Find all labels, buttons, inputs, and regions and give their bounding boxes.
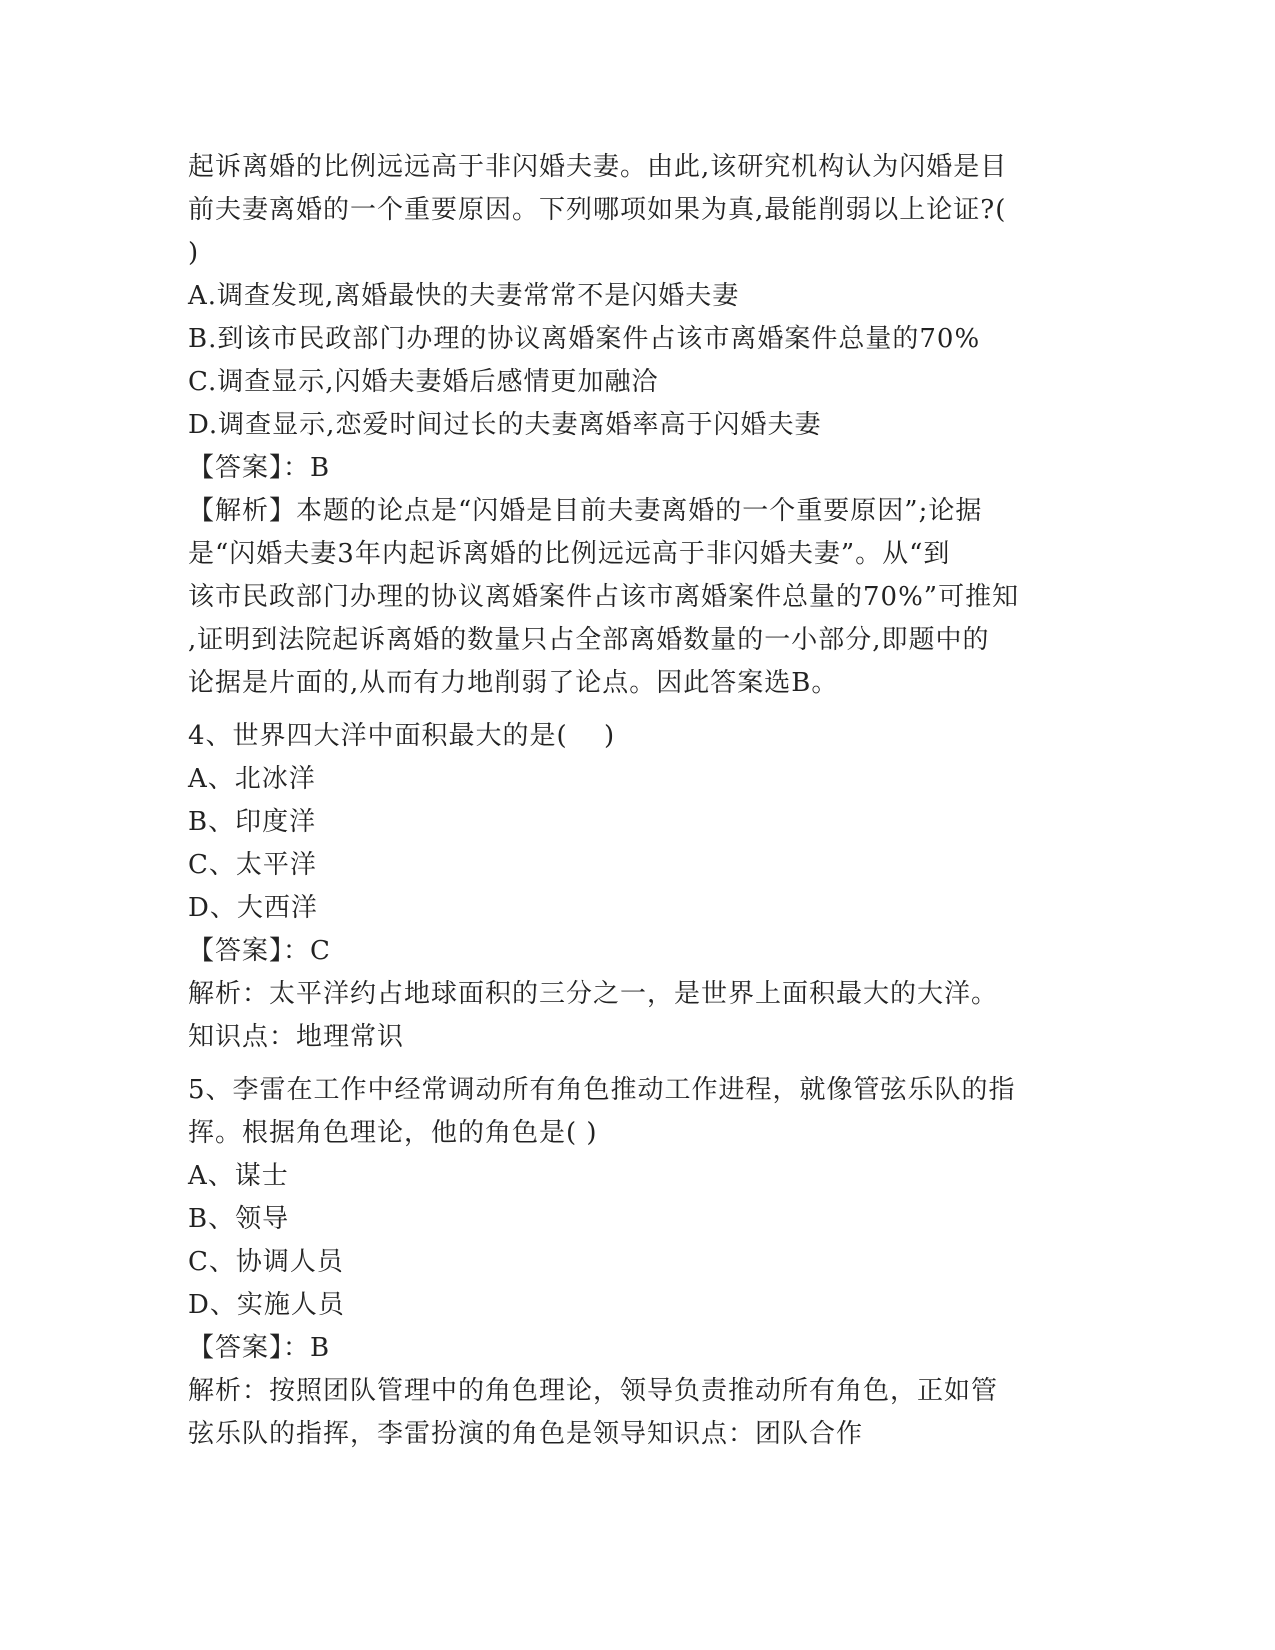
analysis-line: 该市民政部门办理的协议离婚案件占该市离婚案件总量的70%”可推知 [188,582,1020,612]
option-b: B、印度洋 [188,807,317,837]
option-a: A、谋士 [188,1161,289,1191]
question-stem-line: ) [188,238,200,268]
question-stem-line: 起诉离婚的比例远远高于非闪婚夫妻。由此,该研究机构认为闪婚是目 [188,152,1008,182]
analysis-line: ,证明到法院起诉离婚的数量只占全部离婚数量的一小部分,即题中的 [188,625,990,655]
question-4 [188,715,1088,1059]
question-stem-line: 4、世界四大洋中面积最大的是( ) [188,721,616,751]
document-page [188,146,1088,1456]
analysis-line: 解析：太平洋约占地球面积的三分之一，是世界上面积最大的大洋。 [188,979,999,1009]
answer-line: 【答案】：C [188,936,331,966]
analysis-line: 弦乐队的指挥，李雷扮演的角色是领导知识点：团队合作 [188,1419,864,1449]
analysis-line: 是“闪婚夫妻3年内起诉离婚的比例远远高于非闪婚夫妻”。从“到 [188,539,951,569]
option-d: D、实施人员 [188,1290,345,1320]
analysis-line: 解析：按照团队管理中的角色理论，领导负责推动所有角色，正如管 [188,1376,999,1406]
option-c: C、太平洋 [188,850,317,880]
option-b: B、领导 [188,1204,290,1234]
question-stem-line: 挥。根据角色理论，他的角色是( ) [188,1118,598,1148]
option-d: D、大西洋 [188,893,318,923]
question-stem-line: 5、李雷在工作中经常调动所有角色推动工作进程，就像管弦乐队的指 [188,1075,1016,1105]
analysis-line: 知识点：地理常识 [188,1022,405,1052]
analysis-line: 论据是片面的,从而有力地削弱了论点。因此答案选B。 [188,668,839,698]
answer-line: 【答案】：B [188,1333,331,1363]
question-3 [188,146,1088,705]
question-stem-line: 前夫妻离婚的一个重要原因。下列哪项如果为真,最能削弱以上论证?( [188,195,1007,225]
option-c: C.调查显示,闪婚夫妻婚后感情更加融洽 [188,367,659,397]
spacer [188,1059,1088,1069]
question-5 [188,1069,1088,1456]
option-c: C、协调人员 [188,1247,344,1277]
spacer [188,705,1088,715]
analysis-line: 【解析】本题的论点是“闪婚是目前夫妻离婚的一个重要原因”;论据 [188,496,983,526]
option-b: B.到该市民政部门办理的协议离婚案件占该市离婚案件总量的70% [188,324,981,354]
option-a: A、北冰洋 [188,764,316,794]
answer-line: 【答案】：B [188,453,331,483]
option-a: A.调查发现,离婚最快的夫妻常常不是闪婚夫妻 [188,281,740,311]
option-d: D.调查显示,恋爱时间过长的夫妻离婚率高于闪婚夫妻 [188,410,822,440]
